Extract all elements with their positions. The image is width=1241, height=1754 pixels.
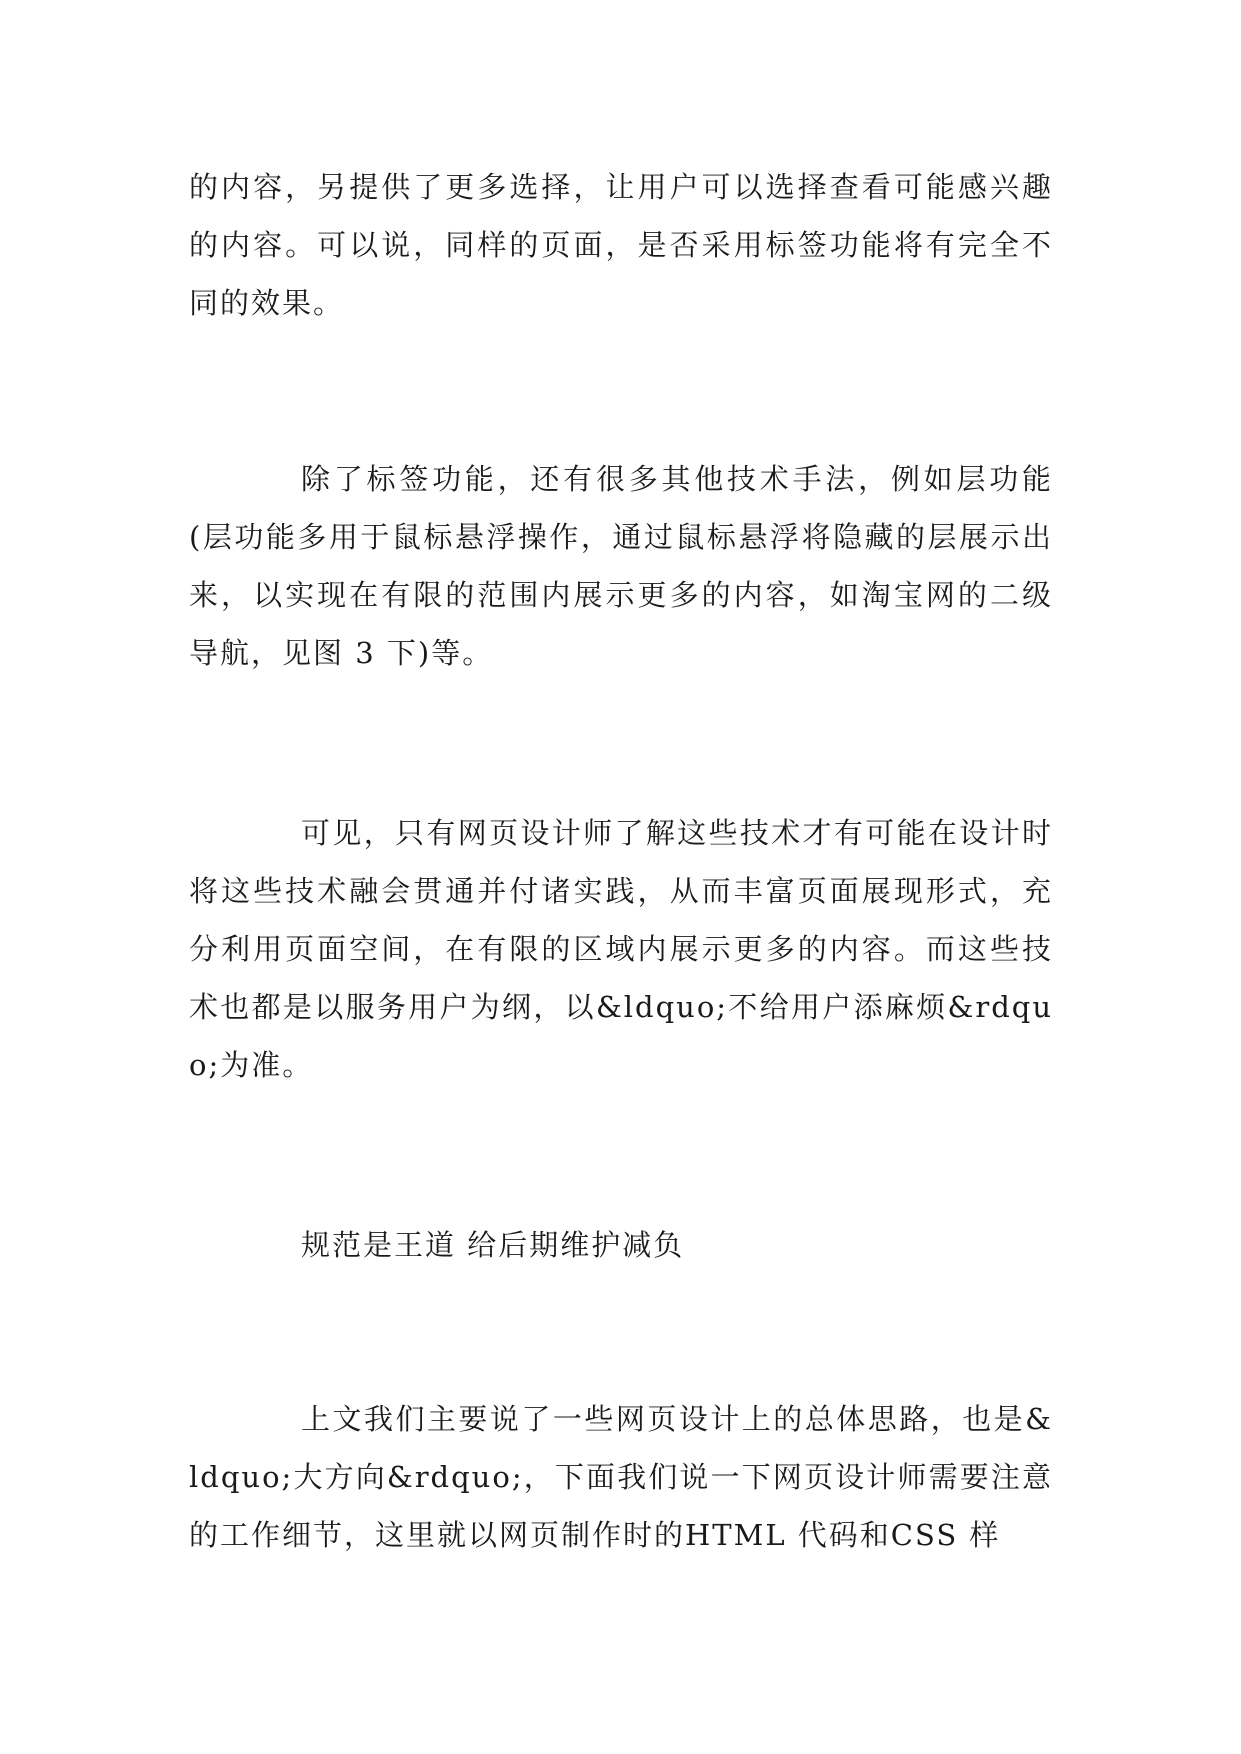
section-heading: 规范是王道 给后期维护减负 xyxy=(301,1228,685,1262)
paragraph-continuation: 的内容，另提供了更多选择，让用户可以选择查看可能感兴趣的内容。可以说，同样的页面，是否采用标签功能将有完全不同的效果。 xyxy=(189,170,1053,320)
paragraph-layer-function: 除了标签功能，还有很多其他技术手法，例如层功能(层功能多用于鼠标悬浮操作，通过鼠标悬浮将隐藏的层展示出来，以实现在有限的范围内展示更多的内容，如淘宝网的二级导航，见图 3 下)等。 xyxy=(189,462,1053,670)
paragraph-work-details: 上文我们主要说了一些网页设计上的总体思路，也是&ldquo;大方向&rdquo;，下面我们说一下网页设计师需要注意的工作细节，这里就以网页制作时的HTML 代码和CSS 样 xyxy=(189,1402,1053,1552)
paragraph-technique-summary: 可见，只有网页设计师了解这些技术才有可能在设计时将这些技术融会贯通并付诸实践，从而丰富页面展现形式，充分利用页面空间，在有限的区域内展示更多的内容。而这些技术也都是以服务用户为纲，以&ldquo;不给用户添麻烦&rdquo;为准。 xyxy=(189,816,1053,1082)
